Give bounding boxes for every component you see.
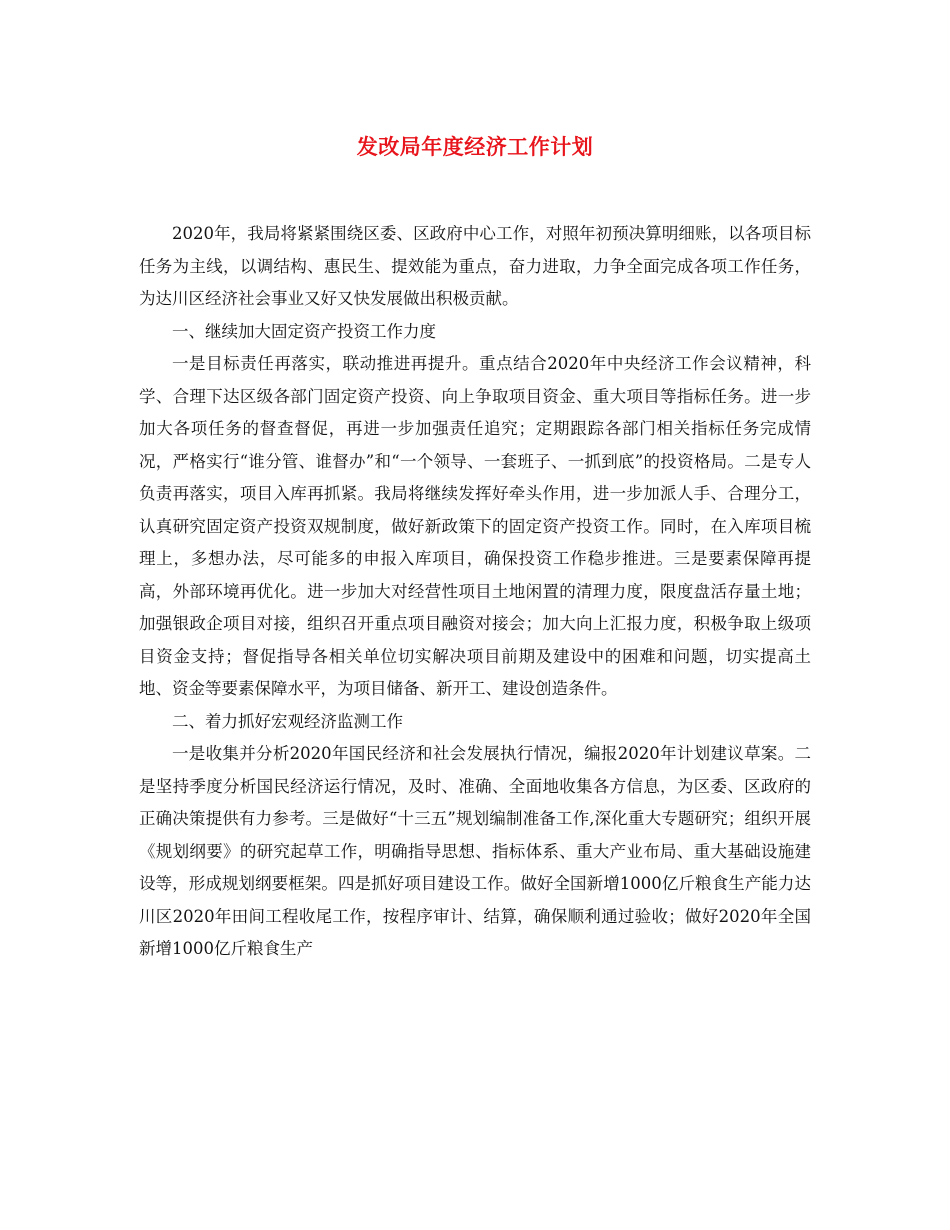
document-title: 发改局年度经济工作计划 [356, 134, 594, 159]
document-body [139, 218, 811, 966]
section-heading-2: 二、着力抓好宏观经济监测工作 [172, 711, 403, 731]
paragraph-section-1: 一是目标责任再落实，联动推进再提升。重点结合2020年中央经济工作会议精神，科学、合理下达区级各部门固定资产投资、向上争取项目资金、重大项目等指标任务。进一步加大各项任务的督查督促，再进一步加强责任追究；定期跟踪各部门相关指标任务完成情况，严格实行“谁分管、谁督办”和“一个领导、一套班子、一抓到底”的投资格局。二是专人负责再落实，项目入库再抓紧。我局将继续发挥好牵头作用，进一步加派人手、合理分工，认真研究固定资产投资双规制度，做好新政策下的固定资产投资工作。同时，在入库项目梳理上，多想办法，尽可能多的申报入库项目，确保投资工作稳步推进。三是要素保障再提高，外部环境再优化。进一步加大对经营性项目土地闲置的清理力度，限度盘活存量土地；加强银政企项目对接，组织召开重点项目融资对接会；加大向上汇报力度，积极争取上级项目资金支持；督促指导各相关单位切实解决项目前期及建设中的困难和问题，切实提高土地、资金等要素保障水平，为项目储备、新开工、建设创造条件。 [139, 354, 811, 698]
section-heading-1: 一、继续加大固定资产投资工作力度 [172, 321, 436, 341]
paragraph-section-2: 一是收集并分析2020年国民经济和社会发展执行情况，编报2020年计划建议草案。二是坚持季度分析国民经济运行情况，及时、准确、全面地收集各方信息，为区委、区政府的正确决策提供有力参考。三是做好“十三五”规划编制准备工作,深化重大专题研究；组织开展《规划纲要》的研究起草工作，明确指导思想、指标体系、重大产业布局、重大基础设施建设等，形成规划纲要框架。四是抓好项目建设工作。做好全国新增1000亿斤粮食生产能力达川区2020年田间工程收尾工作，按程序审计、结算，确保顺利通过验收；做好2020年全国新增1000亿斤粮食生产 [139, 744, 811, 958]
paragraph-intro: 2020年，我局将紧紧围绕区委、区政府中心工作，对照年初预决算明细账，以各项目标任务为主线，以调结构、惠民生、提效能为重点，奋力进取，力争全面完成各项工作任务，为达川区经济社会事业又好又快发展做出积极贡献。 [139, 224, 811, 308]
